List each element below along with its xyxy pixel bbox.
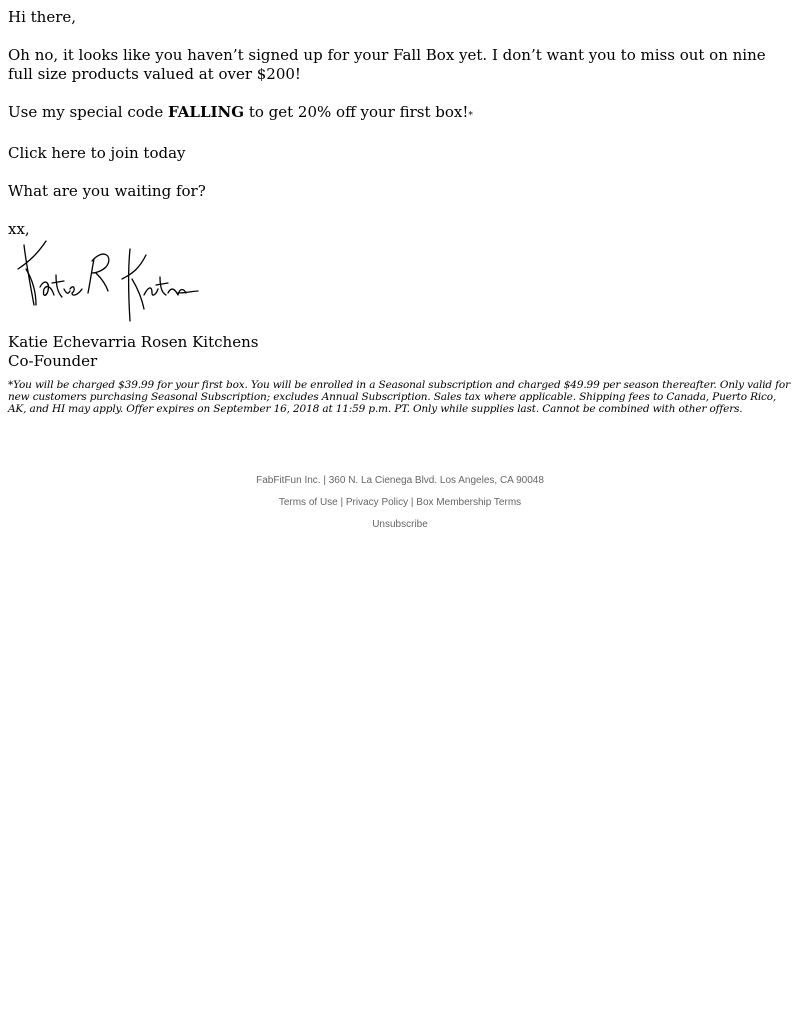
footer-separator: |	[337, 497, 346, 508]
greeting: Hi there,	[8, 8, 77, 26]
signoff: xx,	[8, 220, 30, 238]
unsubscribe-link[interactable]: Unsubscribe	[372, 519, 428, 530]
promo-code: FALLING	[168, 103, 245, 121]
footer-separator: |	[408, 497, 417, 508]
footer-links	[8, 497, 792, 509]
signer-name: Katie Echevarria Rosen Kitchens	[8, 333, 259, 351]
footer	[8, 475, 792, 531]
signature-block	[8, 239, 792, 323]
signer-block	[8, 333, 792, 371]
membership-terms-link[interactable]: Box Membership Terms	[416, 497, 522, 508]
question-paragraph: What are you waiting for?	[8, 182, 206, 200]
signature-image	[10, 239, 200, 323]
terms-of-use-link[interactable]: Terms of Use	[278, 497, 338, 508]
footer-address: FabFitFun Inc. | 360 N. La Cienega Blvd. Los Angeles, CA 90048	[256, 475, 544, 486]
promo-asterisk: *	[468, 111, 473, 121]
disclaimer: *You will be charged $39.99 for your first box. You will be enrolled in a Seasonal subscription and charged $49.99 per season thereafter. Only valid for new customers purchasing Seasonal Subscription; excludes Annual Subscription. Sales tax where applicable. Shipping fees to Canada, Puerto Rico, AK, and HI may apply. Offer expires on September 16, 2018 at 11:59 p.m. PT. Only while supplies last. Cannot be combined with other offers.	[8, 379, 790, 415]
intro-paragraph: Oh no, it looks like you haven’t signed up for your Fall Box yet. I don’t want you to miss out on nine full size products valued at over $200!	[8, 46, 766, 83]
privacy-policy-link[interactable]: Privacy Policy	[345, 497, 409, 508]
promo-prefix: Use my special code	[8, 103, 169, 121]
signer-title: Co-Founder	[8, 352, 98, 370]
promo-paragraph	[8, 103, 792, 125]
footer-unsubscribe	[8, 519, 792, 531]
promo-suffix: to get 20% off your first box!	[244, 103, 469, 121]
cta-paragraph	[8, 144, 792, 163]
join-today-link[interactable]: Click here to join today	[8, 144, 186, 162]
